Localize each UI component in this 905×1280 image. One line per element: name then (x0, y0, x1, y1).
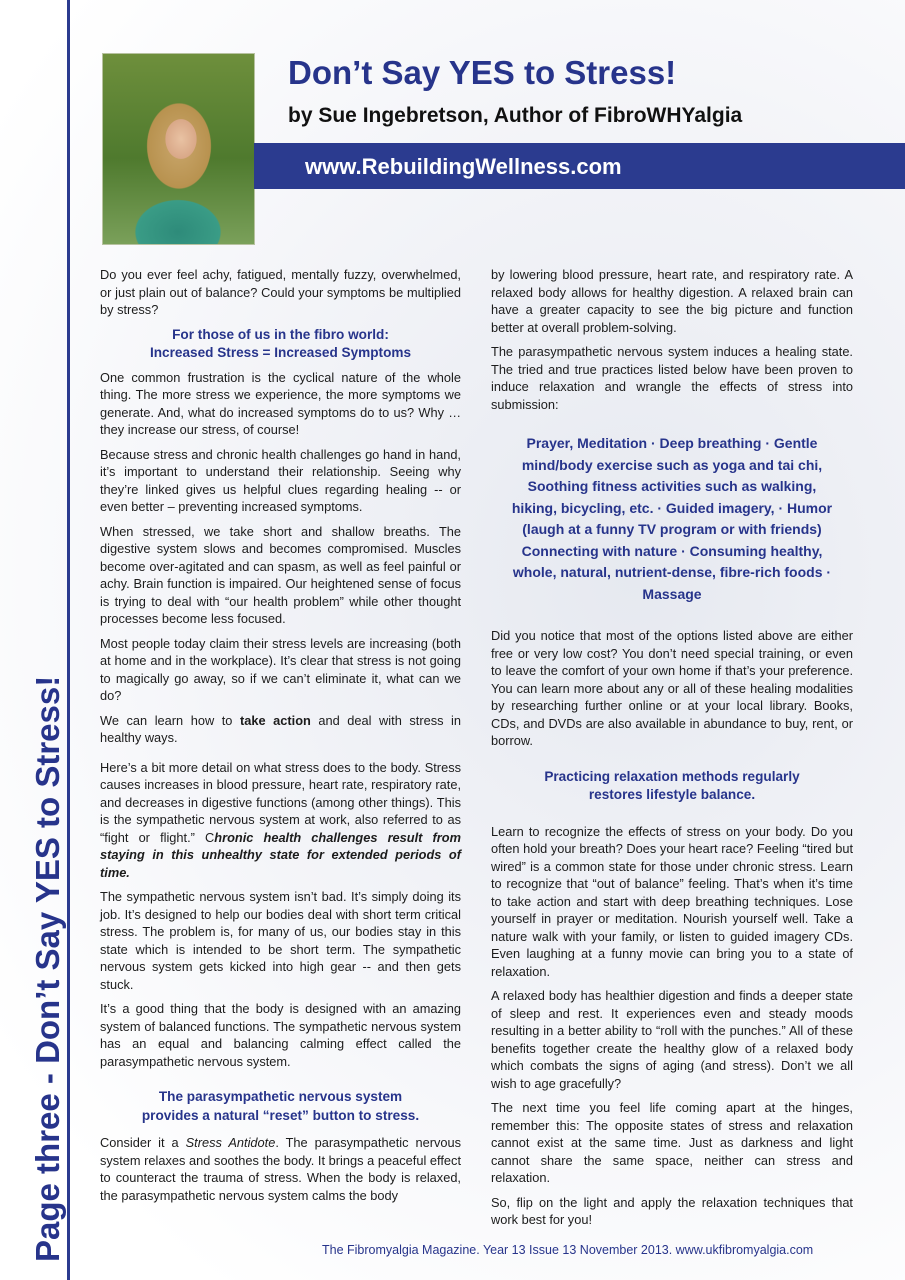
italic-text: Stress Antidote (185, 1135, 276, 1150)
text-run: Consider it a (100, 1135, 186, 1150)
website-url[interactable]: www.RebuildingWellness.com (305, 154, 622, 179)
subheading-parasympathetic (100, 1088, 461, 1125)
paragraph: Most people today claim their stress levels are increasing (both at home and in the workplace). It’s clear that stress is not going to magically go away, so if we can’t eliminate it, what can we do? (100, 635, 461, 703)
paragraph: by lowering blood pressure, heart rate, and respiratory rate. A relaxed body allows for healthy digestion. A relaxed brain can have a greater capacity to see the big picture and function better at overall problem-solving. (491, 267, 853, 335)
paragraph (100, 712, 461, 747)
paragraph (100, 759, 461, 882)
subheading-line: provides a natural “reset” button to stress. (141, 1107, 420, 1123)
subheading-fibro (100, 326, 461, 363)
text-run: Here’s a bit more detail on what stress does to the body. Stress causes increases in blood pressure, heart rate, respiratory rate, and decreases in digestive functions (among other things). This is the sympathetic nervous system at work, also referred to as “fight or flight.” C (100, 759, 461, 845)
subheading-line: For those of us in the fibro world: (172, 326, 389, 342)
bold-text: take action (239, 712, 311, 728)
text-run: We can learn how to (100, 712, 240, 728)
paragraph: It’s a good thing that the body is designed with an amazing system of balanced functions. The sympathetic nervous system has an equal and balancing calming effect called the parasympathetic nervous system. (100, 1001, 461, 1069)
relaxation-practices-list: Prayer, Meditation · Deep breathing · Gentle mind/body exercise such as yoga and tai chi, Soothing fitness activities such as walking, hiking, bicycling, etc. · Guided imagery, · Humor (laugh at a funny TV program or with friends) Connecting with nature · Consuming healthy, whole, natural, nutrient-dense, fibre-rich foods · Massage (511, 435, 833, 602)
paragraph: A relaxed body has healthier digestion and finds a deeper state of sleep and rest. It experiences even and steady moods resulting in a better ability to “roll with the punches.” All of these benefits together create the healthy glow of a relaxed body which combats the signs of aging (and stress). Don’t we all wish to age gracefully? (491, 988, 853, 1091)
subheading-line: The parasympathetic nervous system (158, 1089, 403, 1104)
text-run: . The parasympathetic nervous system relaxes and soothes the body. It brings a peaceful effect to counteract the trauma of stress. When the body is relaxed, the parasympathetic nervous system calms the body (100, 1135, 461, 1203)
article-byline: by Sue Ingebretson, Author of FibroWHYalgia (288, 104, 743, 127)
paragraph: The sympathetic nervous system isn’t bad. It’s simply doing its job. It’s designed to help our bodies deal with short term critical stress. The problem is, for many of us, our bodies stay in this state which is intended to be short term. The sympathetic nervous system gets kicked into high gear -- and then gets stuck. (100, 889, 461, 992)
subheading-line: restores lifestyle balance. (588, 787, 756, 802)
text-run: and deal with stress in healthy ways. (100, 712, 462, 745)
paragraph: Did you notice that most of the options listed above are either free or very low cost? You don’t need special training, or even to leave the comfort of your own home if that’s your preference. You can learn more about any or all of these healing modalities by researching further online or at your local library. Books, CDs, and DVDs are also available in abundance to buy, rent, or borrow. (491, 628, 853, 748)
article-title: Don’t Say YES to Stress! (288, 54, 677, 91)
vertical-page-title: Page three - Don’t Say YES to Stress! (29, 675, 66, 1262)
page-footer: The Fibromyalgia Magazine. Year 13 Issue 13 November 2013. www.ukfibromyalgia.com (322, 1243, 814, 1257)
paragraph: So, flip on the light and apply the relaxation techniques that work best for you! (491, 1194, 853, 1227)
subheading-line: Practicing relaxation methods regularly (544, 768, 800, 784)
paragraph: One common frustration is the cyclical nature of the whole thing. The more stress we experience, the more symptoms we generate. And, what do increased symptoms do to us? Why … they increase our stress, of course! (100, 369, 461, 437)
paragraph: Do you ever feel achy, fatigued, mentally fuzzy, overwhelmed, or just plain out of balance? Could your symptoms be multiplied by stress? (100, 267, 461, 317)
column-left (100, 266, 461, 1211)
paragraph: The next time you feel life coming apart at the hinges, remember this: The opposite states of stress and relaxation cannot exist at the same time. Just as darkness and light cannot share the same space, neither can stress and relaxation. (491, 1100, 853, 1185)
paragraph: The parasympathetic nervous system induces a healing state. The tried and true practices listed below have been proven to induce relaxation and wrangle the effects of stress into submission: (491, 344, 853, 412)
paragraph: When stressed, we take short and shallow breaths. The digestive system slows and becomes compromised. Muscles become over-agitated and can spasm, as well as feel painful or achy. Brain function is impaired. Our heightened sense of focus is trying to deal with “our health problem” while other thought processes become less focused. (100, 523, 461, 626)
subheading-line: Increased Stress = Increased Symptoms (149, 345, 412, 360)
bold-italic-text: hronic health challenges result from staying in this unhealthy state for extended periods of time. (100, 829, 461, 880)
subheading-relaxation (491, 768, 853, 805)
paragraph: Learn to recognize the effects of stress on your body. Do you often hold your breath? Does your heart race? Feeling “tired but wired” is a common state for those under chronic stress. Learn to recognize that “out of balance” feeling. That’s when it’s time to take action and start with deep breathing techniques. Lose yourself in prayer or meditation. Nourish yourself well. Take a nature walk with your family, or listen to guided imagery CDs. Even laughing at a funny movie can bring you to a state of relaxation. (491, 823, 853, 979)
column-right (491, 266, 853, 1236)
paragraph (100, 1134, 461, 1204)
paragraph: Because stress and chronic health challenges go hand in hand, it’s important to understand their relationship. Seeing why they’re linked gives us helpful clues regarding healing -- or even better – preventing increased symptoms. (100, 446, 461, 514)
author-photo (103, 54, 254, 244)
